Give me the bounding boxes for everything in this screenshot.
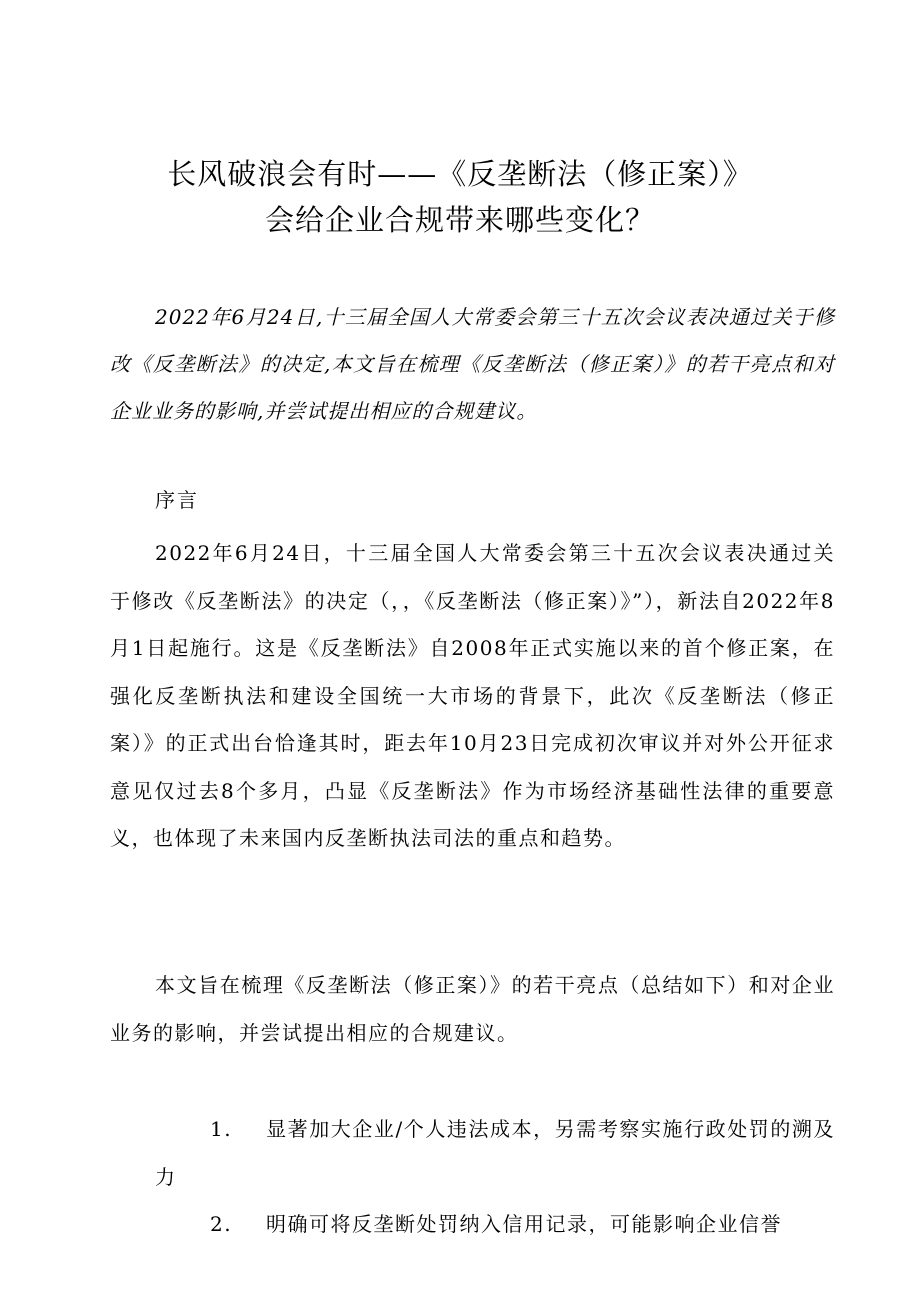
list-item bbox=[155, 1106, 835, 1201]
abstract-paragraph: 2022年6月24日,十三届全国人大常委会第三十五次会议表决通过关于修改《反垄断法》的决定,本文旨在梳理《反垄断法（修正案）》的若干亮点和对企业业务的影响,并尝试提出相应的合规建议。 bbox=[110, 305, 835, 423]
highlights-list bbox=[155, 1106, 835, 1249]
document-title-line-2: 会给企业合规带来哪些变化？ bbox=[264, 203, 655, 237]
list-item bbox=[155, 1201, 835, 1249]
document-title-line-1: 长风破浪会有时——《反垄断法（修正案）》 bbox=[167, 157, 753, 191]
preface-heading: 序言 bbox=[155, 488, 199, 512]
list-item-text: 显著加大企业/个人违法成本，另需考察实施行政处罚的溯及力 bbox=[155, 1117, 835, 1189]
list-item-number: 1. bbox=[210, 1117, 233, 1141]
list-item-text: 明确可将反垄断处罚纳入信用记录，可能影响企业信誉 bbox=[266, 1212, 782, 1236]
list-item-number: 2. bbox=[210, 1212, 233, 1236]
preface-paragraph-1: 2022年6月24日，十三届全国人大常委会第三十五次会议表决通过关于修改《反垄断法》的决定（，，《反垄断法（修正案）》”），新法自2022年8月1日起施行。这是《反垄断法》自2008年正式实施以来的首个修正案，在强化反垄断执法和建设全国统一大市场的背景下，此次《反垄断法（修正案）》的正式出台恰逢其时，距去年10月23日完成初次审议并对外公开征求意见仅过去8个多月，凸显《反垄断法》作为市场经济基础性法律的重要意义，也体现了未来国内反垄断执法司法的重点和趋势。 bbox=[110, 541, 835, 850]
preface-paragraph-2: 本文旨在梳理《反垄断法（修正案）》的若干亮点（总结如下）和对企业业务的影响，并尝试提出相应的合规建议。 bbox=[110, 973, 835, 1045]
